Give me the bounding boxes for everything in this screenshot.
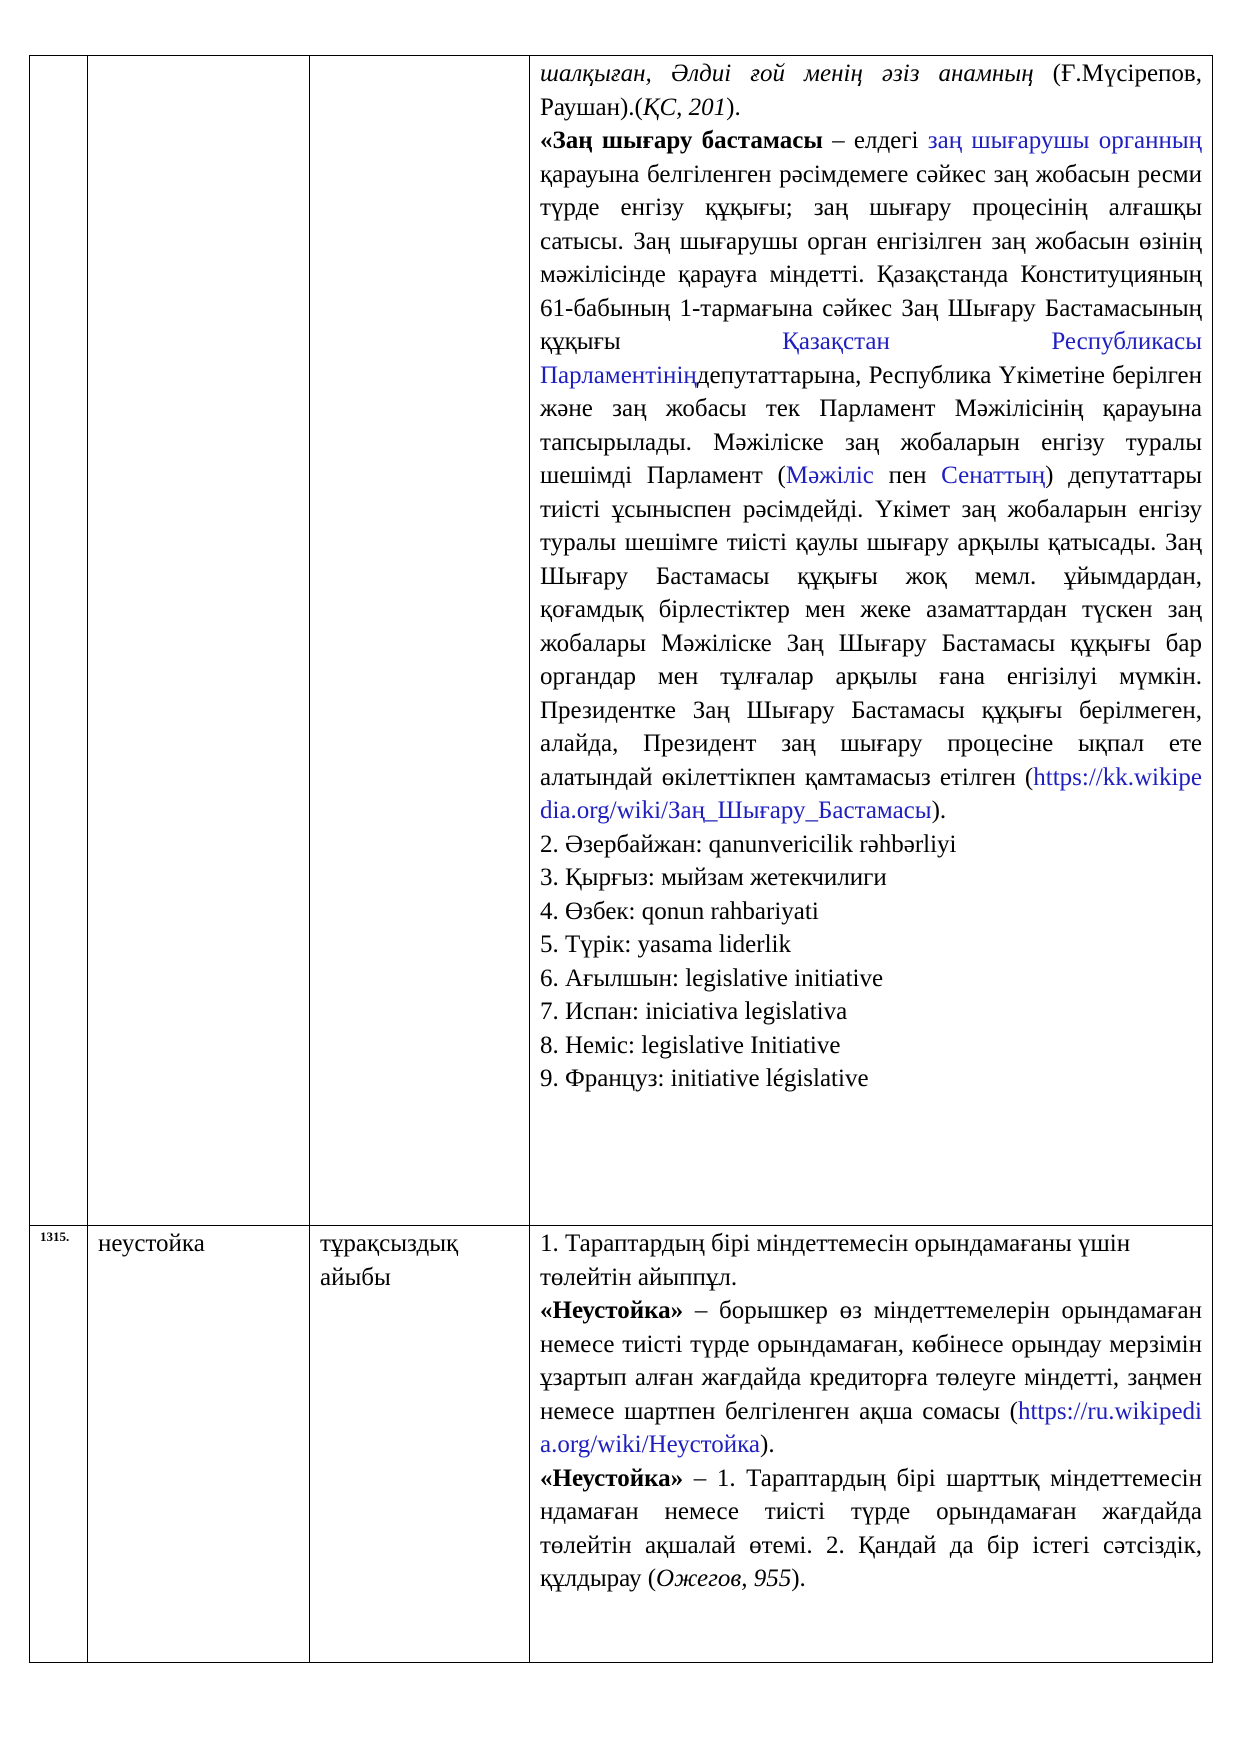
definition-term: «Неустойка» — [540, 1297, 684, 1324]
definition-text: ). — [931, 797, 947, 824]
translation-item: 7. Испан: iniciativa legislativa — [540, 998, 848, 1025]
translation-item: 5. Түрік: yasama liderlik — [540, 931, 791, 958]
definition-text: ) депутаттары тиісті ұсыныспен рәсімдейді. Үкімет заң жобаларын енгізу туралы шешімге тиісті қаулы шығару арқылы қатысады. Заң Шығару Бастамасы құқығы жоқ мемл. ұйымдардан, қоғамдық бірлестіктер мен жеке азаматтардан түскен заң жобалары Мәжіліске Заң Шығару Бастамасы құқығы бар органдар мен тұлғалар арқылы ғана енгізілуі мүмкін. Президентке Заң Шығару Бастамасы құқығы берілмеген, алайда, Президент заң шығару процесіне ықпал ете алатындай өкілеттікпен қамтамасыз етілген ( — [540, 462, 1203, 791]
quote-reference: ҚС, 201 — [642, 93, 727, 121]
definition-text: ). — [760, 1431, 775, 1458]
quote-author: (Ғ.Мүсірепов, Раушан).( — [540, 60, 1202, 121]
entry-number — [30, 56, 88, 1226]
definition-paragraph — [540, 124, 1202, 828]
definition-cell — [530, 1226, 1213, 1663]
term-kazakh: тұрақсыздық айыбы — [310, 1226, 530, 1663]
link-parliament[interactable]: Қазақстан Республикасы Парламентінің — [540, 328, 1203, 389]
translation-item: 9. Француз: initiative législative — [540, 1065, 869, 1092]
sense-1: 1. Тараптардың бірі міндеттемесін орындамағаны үшін төлейтін айыппұл. — [540, 1230, 1131, 1291]
quote-end: ). — [726, 93, 741, 121]
continued-quote-paragraph — [540, 57, 1202, 124]
definition-text: ). — [791, 1565, 806, 1592]
definition-text: – борышкер өз міндеттемелерін орындамаған немесе тиісті түрде орындамаған, көбінесе орындау мерзімін ұзартып алған жағдайда кредиторға төлеуге міндетті, заңмен немесе шартпен белгіленген ақша сомасы ( — [540, 1297, 1202, 1425]
definition-cell — [530, 56, 1213, 1226]
translation-item: 2. Әзербайжан: qanunvericilik rəhbərliyi — [540, 830, 957, 858]
dictionary-reference: Ожегов, 955 — [656, 1565, 792, 1592]
table-row — [30, 56, 1213, 1226]
term-russian: неустойка — [88, 1226, 310, 1663]
link-legislative-body[interactable]: заң шығарушы органның — [927, 127, 1203, 154]
translation-item: 6. Ағылшын: legislative initiative — [540, 964, 884, 992]
translation-item: 3. Қырғыз: мыйзам жетекчилиги — [540, 864, 887, 891]
definition-paragraph — [540, 1462, 1202, 1596]
term-kazakh — [310, 56, 530, 1226]
definition-text: пен — [873, 462, 942, 489]
quote-text: шалқыған, Әлдиі ғой менің әзіз анамның — [540, 60, 1034, 87]
table-row — [30, 1226, 1213, 1663]
definition-text: – 1. Тараптардың бірі шарттық міндеттемесін ндамаған немесе тиісті түрде орындамаған жағдайда төлейтін ақшалай өтемі. 2. Қандай да бір істегі сәтсіздік, құлдырау ( — [540, 1464, 1202, 1592]
dictionary-table — [29, 55, 1213, 1663]
definition-text: қарауына белгіленген рәсімдемеге сәйкес заң жобасын ресми түрде енгізу құқығы; заң шығару процесінің алғашқы сатысы. Заң шығарушы орган енгізілген заң жобасын өзінің мәжілісінде қарауға міндетті. Қазақстанда Конституцияның 61-бабының 1-тармағына сәйкес Заң Шығару Бастамасының құқығы — [540, 160, 1202, 355]
source-url-link[interactable]: https://kk.wikipedia.org/wiki/Заң_Шығару_Бастамасы — [540, 763, 1202, 824]
translation-item: 8. Неміс: legislative Initiative — [540, 1031, 841, 1059]
definition-term: «Неустойка» — [540, 1464, 684, 1492]
entry-number: 1315. — [30, 1226, 88, 1663]
definition-text: – елдегі — [822, 127, 928, 154]
definition-text: депутаттарына, Республика Үкіметіне берілген және заң жобасы тек Парламент Мәжілісінің қарауына тапсырылады. Мәжіліске заң жобаларын енгізу туралы шешімді Парламент ( — [540, 361, 1202, 489]
translation-item: 4. Өзбек: qonun rahbariyati — [540, 897, 819, 925]
definition-term: «Заң шығару бастамасы — [540, 127, 823, 154]
link-mazhilis[interactable]: Мәжіліс — [785, 462, 874, 489]
definition-paragraph — [540, 1294, 1202, 1462]
link-senate[interactable]: Сенаттың — [941, 462, 1046, 489]
term-russian — [88, 56, 310, 1226]
source-url-link[interactable]: https://ru.wikipedia.org/wiki/Неустойка — [540, 1397, 1202, 1458]
